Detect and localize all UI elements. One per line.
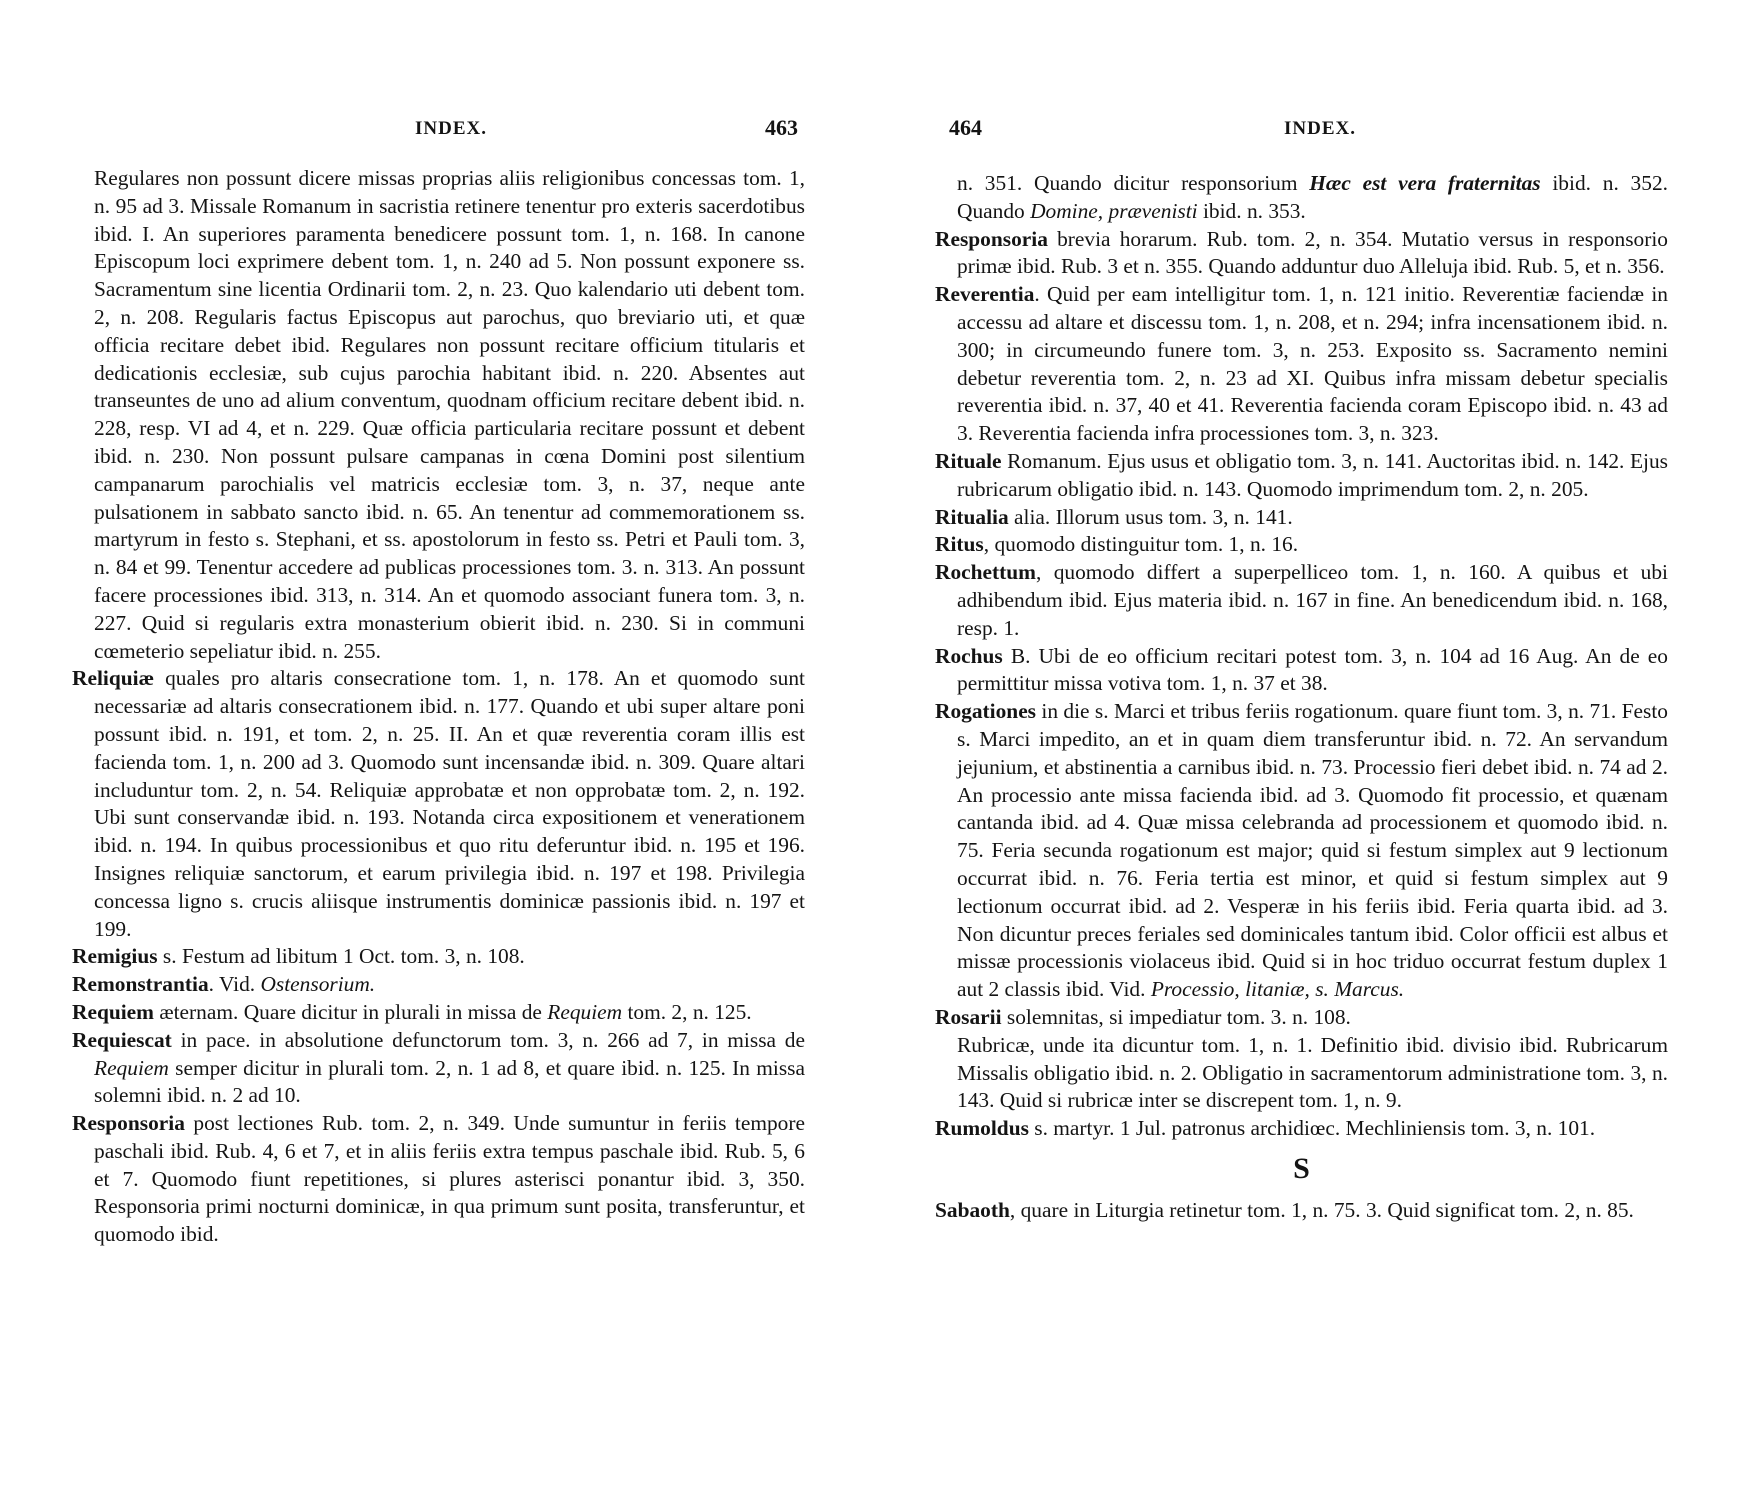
headword: Ritus: [935, 532, 984, 557]
headword: Rumoldus: [935, 1116, 1029, 1141]
index-column: [935, 170, 1668, 1224]
running-head: INDEX.: [1284, 118, 1356, 139]
index-entry-ritus: Ritus, quomodo distinguitur tom. 1, n. 16.: [935, 532, 1299, 557]
index-entry-reverentia: Reverentia. Quid per eam intelligitur tom. 1, n. 121 initio. Reverentiæ faciendæ in accessu ad altare et discessu tom. 1, n. 208, et n. 294; infra incensationem ibid. n. 300; in circumeundo funere tom. 3, n. 253. Exposito ss. Sacramento nemini debetur reverentia tom. 2, n. 23 ad XI. Quibus infra missam debetur specialis reverentia ibid. n. 37, 40 et 41. Reverentia facienda coram Episcopo ibid. n. 43 ad 3. Reverentia facienda infra processiones tom. 3, n. 323.: [935, 282, 1668, 446]
index-column: [72, 165, 805, 1249]
index-entry-rumoldus: Rumoldus s. martyr. 1 Jul. patronus archidiœc. Mechliniensis tom. 3, n. 101.: [935, 1116, 1596, 1141]
page-number: 464: [949, 115, 982, 140]
index-entry-rochettum: Rochettum, quomodo differt a superpelliceo tom. 1, n. 160. A quibus et ubi adhibendum ibid. Ejus materia ibid. n. 167 in fine. An benedicendum ibid. n. 168, resp. 1.: [935, 560, 1668, 640]
index-entry-requiem: Requiem æternam. Quare dicitur in plurali in missa de Requiem tom. 2, n. 125.: [72, 999, 752, 1024]
headword: Requiescat: [72, 1027, 172, 1052]
headword: Rosarii: [935, 1004, 1002, 1029]
page-number: 463: [765, 115, 798, 140]
section-letter-heading: S: [1293, 1151, 1310, 1185]
right-page: [869, 0, 1738, 1500]
headword: Reverentia: [935, 282, 1035, 307]
headword: Responsoria: [72, 1111, 185, 1136]
index-entry-rogationes: Rogationes in die s. Marci et tribus feriis rogationum. quare fiunt tom. 3, n. 71. Festo s. Marci impedito, an et in quam diem transferuntur ibid. n. 72. An servandum jejunium, et abstinentia a carnibus ibid. n. 73. Processio fieri debet ibid. n. 74 ad 2. An processio ante missa facienda ibid. ad 3. Quomodo fit processio, et quænam cantanda ibid. ad 4. Quæ missa celebranda ad processionem et quomodo ibid. n. 75. Feria secunda rogationum est major; quid si festum simplex aut 9 lectionum occurrat ibid. n. 76. Feria tertia est minor, et quid si festum simplex aut 9 lectionum occurrat ibid. ad 2. Vesperæ in his feriis ibid. Feria quarta ibid. ad 3. Non dicuntur preces feriales sed dominicales tantum ibid. Color officii est albus et missæ processionis violaceus ibid. Quid si in hoc triduo occurrat festum duplex 1 aut 2 classis ibid. Vid. Processio, litaniæ, s. Marcus.: [935, 699, 1668, 1002]
index-entry-remonstrantia: Remonstrantia. Vid. Ostensorium.: [72, 972, 376, 997]
index-entry-remigius: Remigius s. Festum ad libitum 1 Oct. tom. 3, n. 108.: [72, 944, 525, 969]
headword: Rogationes: [935, 699, 1037, 724]
index-entry-responsoria-brevia: Responsoria brevia horarum. Rub. tom. 2, n. 354. Mutatio versus in responsorio primæ ibid. Rub. 3 et n. 355. Quando adduntur duo Alleluja ibid. Rub. 5, et n. 356.: [935, 226, 1668, 279]
index-entry-reliquiae: Reliquiæ quales pro altaris consecratione tom. 1, n. 178. An et quomodo sunt necessariæ ad altaris consecrationem ibid. n. 177. Quando et ubi super altare poni possunt ibid. n. 191, et tom. 2, n. 25. II. An et quæ reverentia coram illis est facienda tom. 1, n. 200 ad 3. Quomodo sunt incensandæ ibid. n. 309. Quare altari includuntur tom. 2, n. 54. Reliquiæ approbatæ et non opprobatæ tom. 2, n. 192. Ubi sunt conservandæ ibid. n. 193. Notanda circa expositionem et venerationem ibid. n. 194. In quibus processionibus et quo ritu deferuntur ibid. n. 195 et 196. Insignes reliquiæ sanctorum, et earum privilegia ibid. n. 197 et 198. Privilegia concessa ligno s. crucis aliisque instrumentis dominicæ passionis ibid. n. 197 et 199.: [72, 666, 805, 941]
running-head: INDEX.: [415, 118, 487, 139]
headword: Remigius: [72, 944, 158, 969]
headword: Sabaoth: [935, 1197, 1010, 1222]
index-entry-continuation: n. 351. Quando dicitur responsorium Hæc est vera fraternitas ibid. n. 352. Quando Domine, prævenisti ibid. n. 353.: [957, 171, 1668, 223]
headword: Rochettum: [935, 560, 1036, 585]
index-entry-ritualia: Ritualia alia. Illorum usus tom. 3, n. 141.: [935, 504, 1293, 529]
headword: Reliquiæ: [72, 666, 155, 691]
index-entry-responsoria: Responsoria post lectiones Rub. tom. 2, n. 349. Unde sumuntur in feriis tempore paschali ibid. Rub. 4, 6 et 7, et in aliis feriis extra tempus paschale ibid. Rub. 5, 6 et 7. Quomodo fiunt repetitiones, si plures asterisci ponantur ibid. 3, 350. Responsoria primi nocturni dominicæ, in qua primum sunt posita, transferuntur, et quomodo ibid.: [72, 1111, 805, 1247]
index-entry-requiescat: Requiescat in pace. in absolutione defunctorum tom. 3, n. 266 ad 7, in missa de Requiem semper dicitur in plurali tom. 2, n. 1 ad 8, et quare ibid. n. 125. In missa solemni ibid. n. 2 ad 10.: [72, 1027, 805, 1108]
index-entry-continuation: Regulares non possunt dicere missas proprias aliis religionibus concessas tom. 1, n. 95 ad 3. Missale Romanum in sacristia retinere tenentur pro exteris sacerdotibus ibid. I. An superiores paramenta benedicere possunt tom. 1, n. 168. In canone Episcopum loci exprimere debent tom. 1, n. 240 ad 5. Non possunt exponere ss. Sacramentum sine licentia Ordinarii tom. 2, n. 23. Quo kalendario uti debent tom. 2, n. 208. Regularis factus Episcopus aut parochus, quo breviario uti, et quæ officia recitare debet ibid. Regulares non possunt recitare officium titularis et dedicationis ecclesiæ, sub cujus parochia habitant ibid. n. 220. Absentes aut transeuntes de uno ad alium conventum, quodnam officium recitare debent ibid. n. 228, resp. VI ad 4, et n. 229. Quæ officia particularia recitare possunt et debent ibid. n. 230. Non possunt pulsare campanas in cœna Domini post silentium campanarum parochialis vel matricis ecclesiæ tom. 3, n. 37, neque ante pulsationem in sabbato sancto ibid. n. 65. An tenentur ad commemorationem ss. martyrum in festo s. Stephani, et ss. apostolorum in festo ss. Petri et Pauli tom. 3, n. 84 et 99. Tenentur accedere ad publicas processiones tom. 3. n. 313. An possunt facere processiones ibid. 313, n. 314. An et quomodo associant funera tom. 3, n. 227. Quid si regularis extra monasterium obierit ibid. n. 230. Si in communi cœmeterio sepeliatur ibid. n. 255.: [94, 166, 805, 663]
index-entry-rubricae: Rubricæ, unde ita dicuntur tom. 1, n. 1. Definitio ibid. divisio ibid. Rubricarum Missalis obligatio ibid. n. 2. Obligatio in sacramentorum administratione tom. 3, n. 143. Quid si rubricæ inter se discrepent tom. 1, n. 9.: [957, 1032, 1668, 1113]
index-entry-rosarii: Rosarii solemnitas, si impediatur tom. 3. n. 108.: [935, 1004, 1351, 1029]
headword: Requiem: [72, 999, 154, 1024]
headword: Responsoria: [935, 226, 1048, 251]
index-entry-rituale: Rituale Romanum. Ejus usus et obligatio tom. 3, n. 141. Auctoritas ibid. n. 142. Ejus rubricarum obligatio ibid. n. 143. Quomodo imprimendum tom. 2, n. 205.: [935, 448, 1668, 501]
index-entry-rochus: Rochus B. Ubi de eo officium recitari potest tom. 3, n. 104 ad 16 Aug. An de eo permittitur missa votiva tom. 1, n. 37 et 38.: [935, 643, 1668, 696]
index-entry-sabaoth: Sabaoth, quare in Liturgia retinetur tom. 1, n. 75. 3. Quid significat tom. 2, n. 85.: [935, 1197, 1634, 1222]
headword: Ritualia: [935, 504, 1009, 529]
headword: Rituale: [935, 448, 1002, 473]
headword: Rochus: [935, 643, 1003, 668]
headword: Remonstrantia: [72, 972, 209, 997]
